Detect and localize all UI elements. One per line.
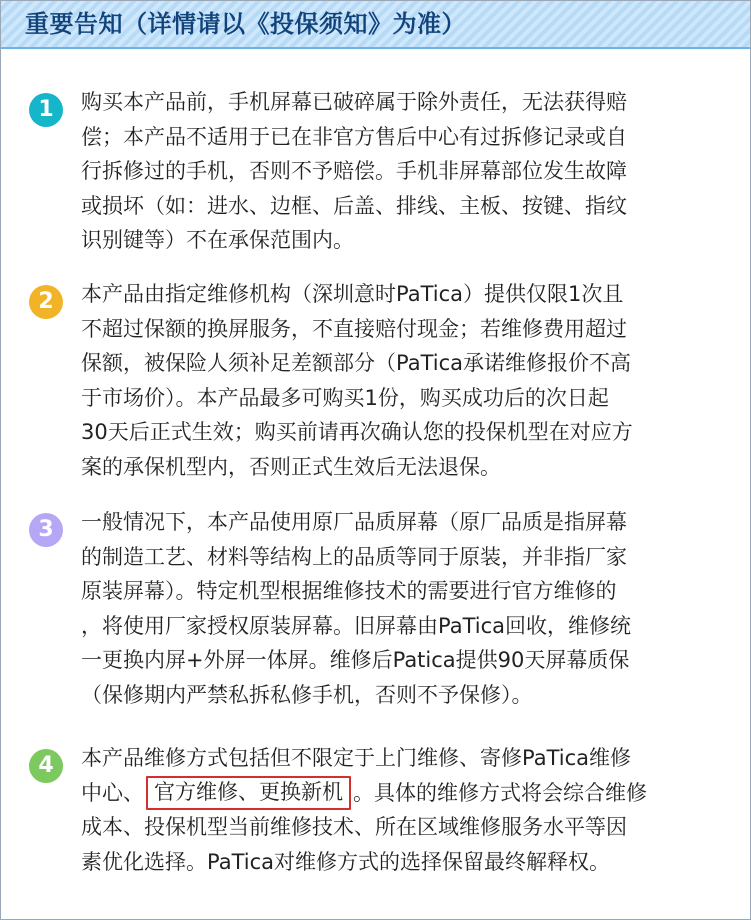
item-3-line-1: 一般情况下，本产品使用原厂品质屏幕（原厂品质是指屏幕 (81, 510, 627, 534)
number-badge-2: 2 (29, 285, 63, 319)
notice-header (1, 1, 750, 49)
item-1-line-4: 或损坏（如：进水、边框、后盖、排线、主板、按键、指纹 (81, 193, 627, 218)
number-badge-1: 1 (29, 93, 63, 127)
item-1-line-2: 偿；本产品不适用于已在非官方售后中心有过拆修记录或自 (81, 124, 627, 149)
item-4-line-2 (81, 776, 721, 811)
number-badge-4: 4 (29, 749, 63, 783)
item-2-line-1: 本产品由指定维修机构（深圳意时PaTica）提供仅限1次且 (81, 282, 624, 306)
item-1-line-5: 识别键等）不在承保范围内。 (81, 228, 354, 252)
item-3-line-5: 一更换内屏+外屏一体屏。维修后Patica提供90天屏幕质保 (81, 648, 630, 672)
item-4-line-2-prefix: 中心、 (81, 780, 144, 805)
item-1-line-3: 行拆修过的手机，否则不予赔偿。手机非屏幕部位发生故障 (81, 159, 627, 183)
item-2-line-3: 保额，被保险人须补足差额部分（PaTica承诺维修报价不高 (81, 351, 632, 375)
number-badge-3: 3 (29, 513, 63, 547)
notice-content (1, 49, 751, 919)
notice-item-2-text (81, 277, 721, 484)
item-3-line-6: （保修期内严禁私拆私修手机，否则不予保修）。 (81, 682, 533, 707)
item-3-line-2: 的制造工艺、材料等结构上的品质等同于原装，并非指厂家 (81, 544, 627, 569)
notice-item-3-text (81, 505, 721, 712)
item-4-line-1: 本产品维修方式包括但不限定于上门维修、寄修PaTica维修 (81, 746, 632, 770)
item-2-line-2: 不超过保额的换屏服务，不直接赔付现金；若维修费用超过 (81, 316, 627, 341)
item-3-line-3: 原装屏幕）。特定机型根据维修技术的需要进行官方维修的 (81, 579, 617, 603)
item-4-line-2-suffix: 。具体的维修方式将会综合维修 (353, 780, 647, 805)
item-4-line-3: 成本、投保机型当前维修技术、所在区域维修服务水平等因 (81, 815, 627, 839)
notice-item-4-text (81, 741, 721, 879)
item-3-line-4: ，将使用厂家授权原装屏幕。旧屏幕由PaTica回收，维修统 (81, 613, 632, 638)
notice-title: 重要告知（详情请以《投保须知》为准） (25, 10, 466, 38)
item-2-line-4: 于市场价）。本产品最多可购买1份，购买成功后的次日起 (81, 385, 609, 410)
item-4-line-4: 素优化选择。PaTica对维修方式的选择保留最终解释权。 (81, 849, 611, 874)
item-2-line-6: 案的承保机型内，否则正式生效后无法退保。 (81, 454, 501, 479)
item-1-line-1: 购买本产品前，手机屏幕已破碎属于除外责任，无法获得赔 (81, 90, 627, 114)
notice-item-1-text (81, 85, 721, 258)
item-2-line-5: 30天后正式生效；购买前请再次确认您的投保机型在对应方 (81, 420, 633, 444)
highlighted-repair-methods: 官方维修、更换新机 (146, 776, 351, 810)
